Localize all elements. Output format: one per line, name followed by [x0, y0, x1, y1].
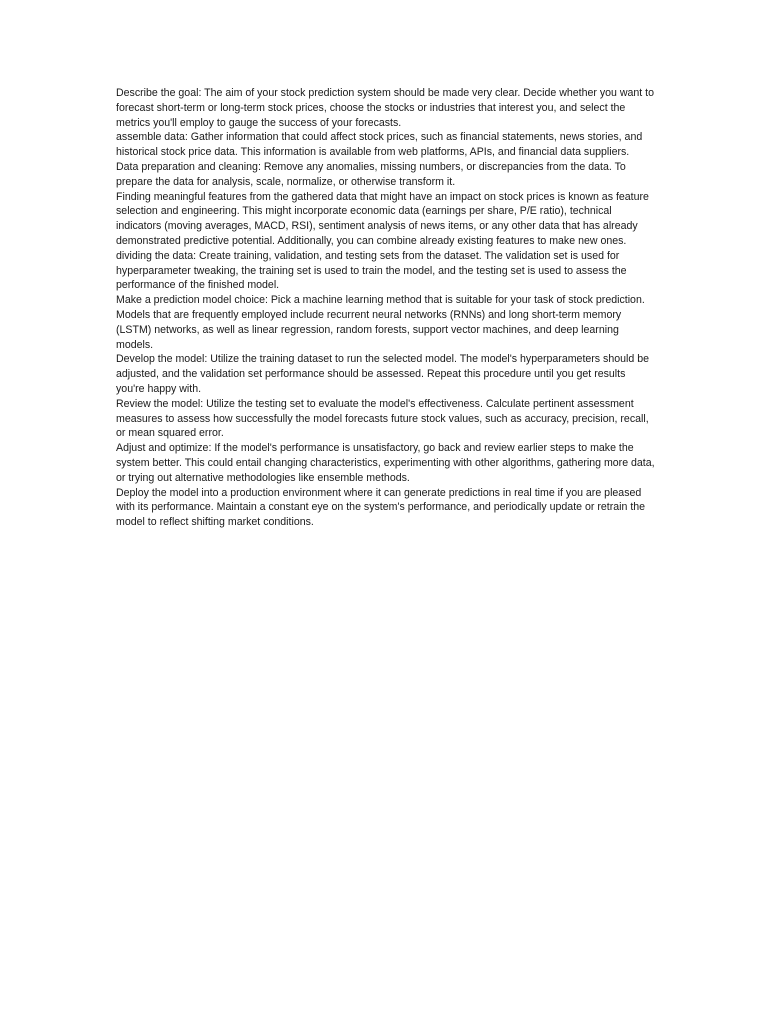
- paragraph-feature-engineering: Finding meaningful features from the gathered data that might have an impact on stock prices is known as feature selection and engineering. This might incorporate economic data (earnings per share, P/E ratio), technical indicators (moving averages, MACD, RSI), sentiment analysis of news items, or any other data that has already demonstrated predictive potential. Additionally, you can combine already existing features to make new ones.: [116, 190, 649, 247]
- paragraph-dividing-data: dividing the data: Create training, validation, and testing sets from the dataset. The validation set is used for hyperparameter tweaking, the training set is used to train the model, and the testing set is used to assess the performance of the finished model.: [116, 249, 627, 292]
- paragraph-assemble-data: assemble data: Gather information that could affect stock prices, such as financial statements, news stories, and historical stock price data. This information is available from web platforms, APIs, and financial data suppliers.: [116, 131, 643, 159]
- paragraph-deploy: Deploy the model into a production environment where it can generate predictions in real time if you are pleased with its performance. Maintain a constant eye on the system's performance, and periodically update or retrain the model to reflect shifting market conditions.: [116, 486, 646, 529]
- paragraph-data-preparation: Data preparation and cleaning: Remove any anomalies, missing numbers, or discrepancies from the data. To prepare the data for analysis, scale, normalize, or otherwise transform it.: [116, 160, 626, 188]
- paragraph-goal: Describe the goal: The aim of your stock prediction system should be made very clear. Decide whether you want to forecast short-term or long-term stock prices, choose the stocks or industries that interest you, and select the metrics you'll employ to gauge the success of your forecasts.: [116, 87, 654, 129]
- paragraph-adjust-optimize: Adjust and optimize: If the model's performance is unsatisfactory, go back and review earlier steps to make the system better. This could entail changing characteristics, experimenting with other algorithms, gathering more data, or trying out alternative methodologies like ensemble methods.: [116, 442, 655, 484]
- paragraph-review-model: Review the model: Utilize the testing set to evaluate the model's effectiveness. Calculate pertinent assessment measures to assess how successfully the model forecasts future stock values, such as accuracy, precision, recall, or mean squared error.: [116, 397, 649, 440]
- paragraph-develop-model: Develop the model: Utilize the training dataset to run the selected model. The model's hyperparameters should be adjusted, and the validation set performance should be assessed. Repeat this procedure until you get results you're happy with.: [116, 353, 649, 395]
- paragraph-model-choice: Make a prediction model choice: Pick a machine learning method that is suitable for your task of stock prediction. Models that are frequently employed include recurrent neural networks (RNNs) and long short-term memory (LSTM) networks, as well as linear regression, random forests, support vector machines, and deep learning models.: [116, 294, 645, 351]
- document-body: [116, 86, 656, 530]
